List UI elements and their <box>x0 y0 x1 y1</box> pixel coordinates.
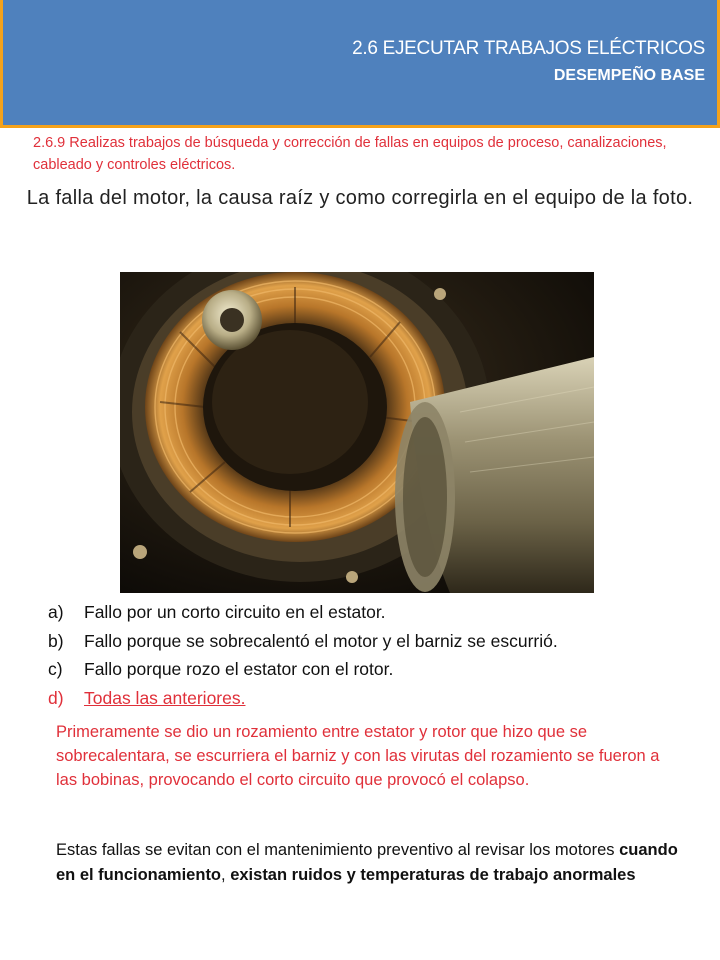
motor-photo <box>120 272 594 593</box>
question-text: La falla del motor, la causa raíz y como corregirla en el equipo de la foto. <box>26 187 694 209</box>
motor-photo-illustration <box>120 272 594 593</box>
prevention-text: Estas fallas se evitan con el mantenimiento preventivo al revisar los motores <box>56 841 620 859</box>
answer-explanation: Primeramente se dio un rozamiento entre estator y rotor que hizo que se sobrecalentara, se escurriera el barniz y con las virutas del rozamiento se fueron a las bobinas, provocando el corto circuito que provocó el colapso. <box>56 723 660 789</box>
option-b <box>48 627 708 656</box>
prevention-bold-1: cuando en el funcionamiento <box>56 841 678 884</box>
option-letter: c) <box>48 659 63 679</box>
option-text: Fallo por un corto circuito en el estator. <box>84 602 386 622</box>
option-d-correct <box>48 684 708 713</box>
option-letter: d) <box>48 687 64 708</box>
option-c <box>48 655 708 684</box>
competency-text: 2.6.9 Realizas trabajos de búsqueda y corrección de fallas en equipos de proceso, canalizaciones, cableado y controles eléctricos. <box>33 135 667 173</box>
answer-options <box>48 598 708 712</box>
option-a <box>48 598 708 627</box>
section-subtitle: DESEMPEÑO BASE <box>553 67 705 84</box>
option-text: Fallo porque se sobrecalentó el motor y el barniz se escurrió. <box>84 630 558 651</box>
prevention-note <box>56 838 686 888</box>
header-banner <box>0 0 720 128</box>
prevention-separator: , <box>221 866 231 884</box>
option-text: Todas las anteriores. <box>84 687 246 708</box>
option-letter: b) <box>48 630 64 651</box>
option-letter: a) <box>48 602 64 622</box>
option-text: Fallo porque rozo el estator con el rotor. <box>84 659 394 679</box>
section-title: 2.6 EJECUTAR TRABAJOS ELÉCTRICOS <box>352 38 705 59</box>
prevention-bold-2: existan ruidos y temperaturas de trabajo anormales <box>230 866 636 884</box>
